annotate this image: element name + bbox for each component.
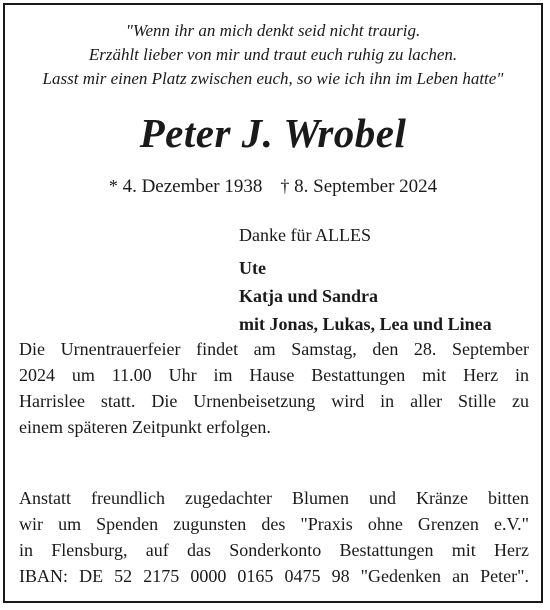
thanks-line: Danke für ALLES bbox=[239, 225, 371, 245]
paragraph-line: Die Urnentrauerfeier findet am Samstag, den 28. September bbox=[19, 339, 529, 359]
birth-symbol: * bbox=[108, 176, 118, 196]
death-date: 8. September 2024 bbox=[294, 176, 438, 197]
mourner-name: Katja und Sandra bbox=[239, 286, 379, 306]
life-dates bbox=[5, 174, 541, 199]
donation-paragraph bbox=[19, 485, 529, 589]
quote-line: Erzählt lieber von mir und traut euch ruhig zu lachen. bbox=[88, 45, 458, 64]
mourner-name: mit Jonas, Lukas, Lea und Linea bbox=[239, 314, 492, 334]
obituary-notice bbox=[3, 3, 543, 603]
quote-line: "Wenn ihr an mich denkt seid nicht traurig. bbox=[125, 21, 421, 40]
mourners-list bbox=[239, 254, 492, 338]
death-symbol: † bbox=[280, 176, 290, 196]
service-paragraph bbox=[19, 336, 529, 440]
deceased-name: Peter J. Wrobel bbox=[139, 110, 407, 156]
paragraph-line: 2024 um 11.00 Uhr im Hause Bestattungen mit Herz in bbox=[19, 365, 529, 385]
birth-date: 4. Dezember 1938 bbox=[122, 176, 263, 197]
paragraph-line: in Flensburg, auf das Sonderkonto Bestattungen mit Herz bbox=[19, 540, 529, 560]
paragraph-line: einem späteren Zeitpunkt erfolgen. bbox=[19, 417, 271, 437]
paragraph-line: Anstatt freundlich zugedachter Blumen und Kränze bitten bbox=[19, 488, 529, 508]
paragraph-line: Harrislee statt. Die Urnenbeisetzung wird in aller Stille zu bbox=[19, 391, 529, 411]
paragraph-line: IBAN: DE 52 2175 0000 0165 0475 98 "Gedenken an Peter". bbox=[19, 566, 529, 586]
paragraph-line: wir um Spenden zugunsten des "Praxis ohne Grenzen e.V." bbox=[19, 514, 529, 534]
memorial-quote bbox=[5, 19, 541, 91]
mourner-name: Ute bbox=[239, 258, 266, 278]
quote-line: Lasst mir einen Platz zwischen euch, so wie ich ihn im Leben hatte" bbox=[42, 69, 504, 88]
